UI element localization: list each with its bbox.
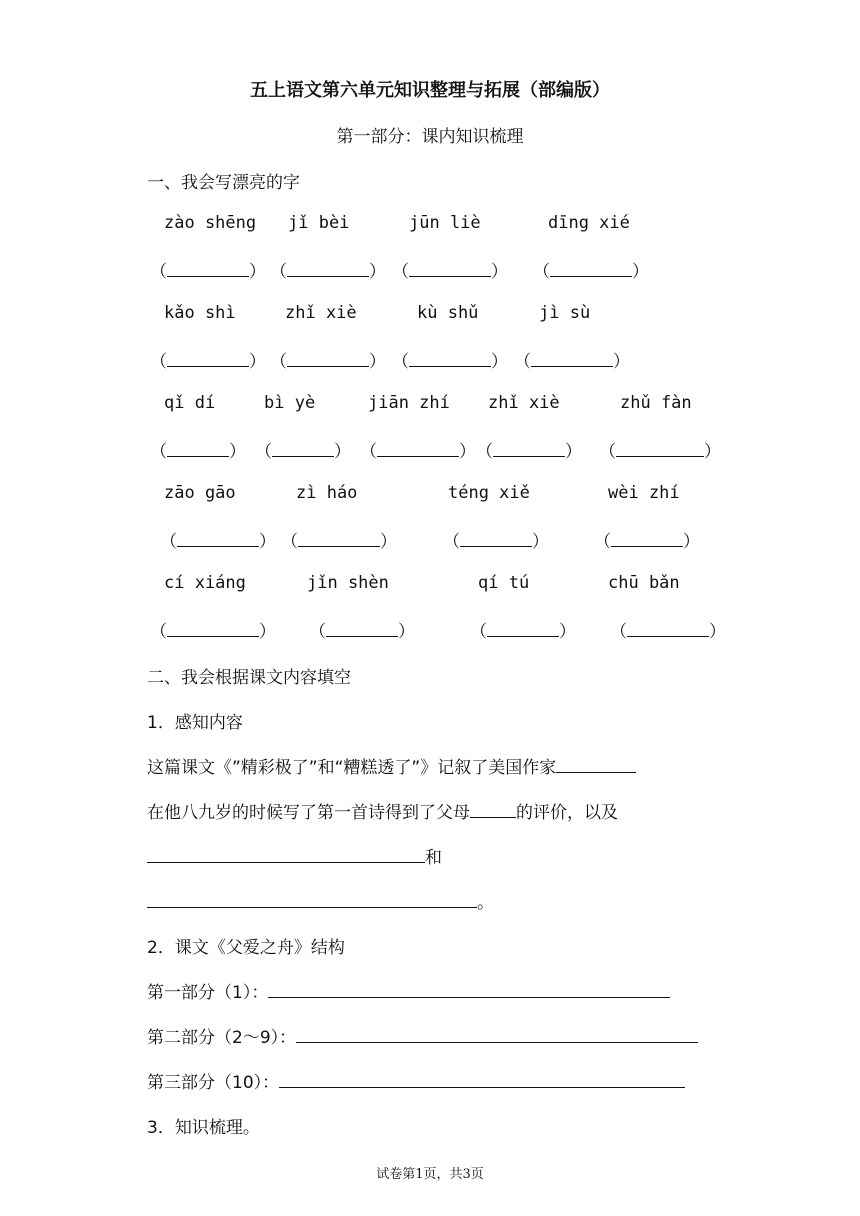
structure-part-3 (147, 1068, 685, 1093)
answer-blank[interactable]: （ ） (610, 622, 726, 642)
question-2-title: 2．课文《父爱之舟》结构 (147, 938, 345, 958)
answer-blank[interactable]: （ ） (514, 352, 630, 372)
pinyin-item: bì yè (264, 393, 316, 413)
answer-blank[interactable]: （ ） (476, 442, 582, 462)
pinyin-item: cí xiáng (164, 573, 246, 593)
answer-blank[interactable]: （ ） (599, 442, 721, 462)
pinyin-item: kǎo shì (164, 303, 236, 323)
part-label: 第三部分（10）： (147, 1073, 280, 1093)
pinyin-item: dīng xié (548, 213, 630, 233)
section-heading-fill: 二、我会根据课文内容填空 (147, 668, 351, 688)
pinyin-item: zì háo (296, 483, 358, 503)
pinyin-item: kù shǔ (417, 303, 479, 323)
pinyin-item: qí tú (478, 573, 530, 593)
pinyin-item: jì sù (539, 303, 591, 323)
answer-blank[interactable]: （ ） (594, 532, 700, 552)
q1-text: 这篇课文《”精彩极了”和“糟糕透了”》记叙了美国作家 (147, 758, 557, 778)
pinyin-item: wèi zhí (608, 483, 680, 503)
answer-blank[interactable]: （ ） (392, 352, 508, 372)
answer-blank[interactable]: （ ） (160, 532, 276, 552)
q1-sentence-line2 (147, 798, 618, 823)
answer-line[interactable] (279, 1086, 685, 1088)
pinyin-item: jǐn shèn (307, 573, 389, 593)
question-3-title: 3．知识梳理。 (147, 1118, 260, 1138)
answer-blank[interactable]: （ ） (255, 442, 351, 462)
pinyin-item: jūn liè (409, 213, 481, 233)
page-footer: 试卷第1页，共3页 (376, 1167, 484, 1182)
q1-sentence-line4 (147, 888, 494, 913)
answer-blank[interactable]: （ ） (270, 352, 386, 372)
section-heading-writing: 一、我会写漂亮的字 (147, 173, 300, 193)
pinyin-item: jiān zhí (368, 393, 450, 413)
pinyin-item: zhǐ xiè (285, 303, 357, 323)
pinyin-item: chū bǎn (608, 573, 680, 593)
q1-sentence-line3 (147, 843, 442, 868)
answer-blank[interactable]: （ ） (150, 442, 246, 462)
pinyin-item: qǐ dí (164, 393, 216, 413)
answer-blank[interactable]: （ ） (533, 262, 649, 282)
answer-line[interactable] (147, 861, 425, 863)
q1-text: 和 (425, 848, 442, 868)
pinyin-item: zhǔ fàn (620, 393, 692, 413)
answer-blank[interactable]: （ ） (392, 262, 508, 282)
pinyin-item: jǐ bèi (288, 213, 350, 233)
q1-sentence-line1 (147, 753, 636, 778)
q1-text: 的评价，以及 (516, 803, 618, 823)
answer-line[interactable] (268, 996, 670, 998)
part-label: 第一部分（1）： (147, 983, 269, 1003)
answer-blank[interactable]: （ ） (281, 532, 397, 552)
answer-blank[interactable]: （ ） (150, 352, 266, 372)
part-subtitle: 第一部分：课内知识梳理 (336, 127, 524, 147)
part-label: 第二部分（2～9）： (147, 1028, 297, 1048)
answer-line[interactable] (556, 771, 636, 773)
answer-blank[interactable]: （ ） (270, 262, 386, 282)
pinyin-item: zāo gāo (164, 483, 236, 503)
answer-blank[interactable]: （ ） (443, 532, 549, 552)
q1-text: 在他八九岁的时候写了第一首诗得到了父母 (147, 803, 470, 823)
answer-line[interactable] (470, 816, 516, 818)
pinyin-item: zhǐ xiè (488, 393, 560, 413)
structure-part-1 (147, 978, 670, 1003)
pinyin-item: téng xiě (448, 483, 530, 503)
pinyin-item: zào shēng (164, 213, 257, 233)
structure-part-2 (147, 1023, 698, 1048)
answer-line[interactable] (296, 1041, 698, 1043)
answer-line[interactable] (147, 906, 477, 908)
answer-blank[interactable]: （ ） (360, 442, 476, 462)
question-1-title: 1．感知内容 (147, 713, 243, 733)
document-title: 五上语文第六单元知识整理与拓展（部编版） (250, 80, 610, 101)
answer-blank[interactable]: （ ） (150, 262, 266, 282)
q1-text: 。 (477, 893, 494, 913)
answer-blank[interactable]: （ ） (309, 622, 415, 642)
answer-blank[interactable]: （ ） (150, 622, 276, 642)
answer-blank[interactable]: （ ） (470, 622, 576, 642)
